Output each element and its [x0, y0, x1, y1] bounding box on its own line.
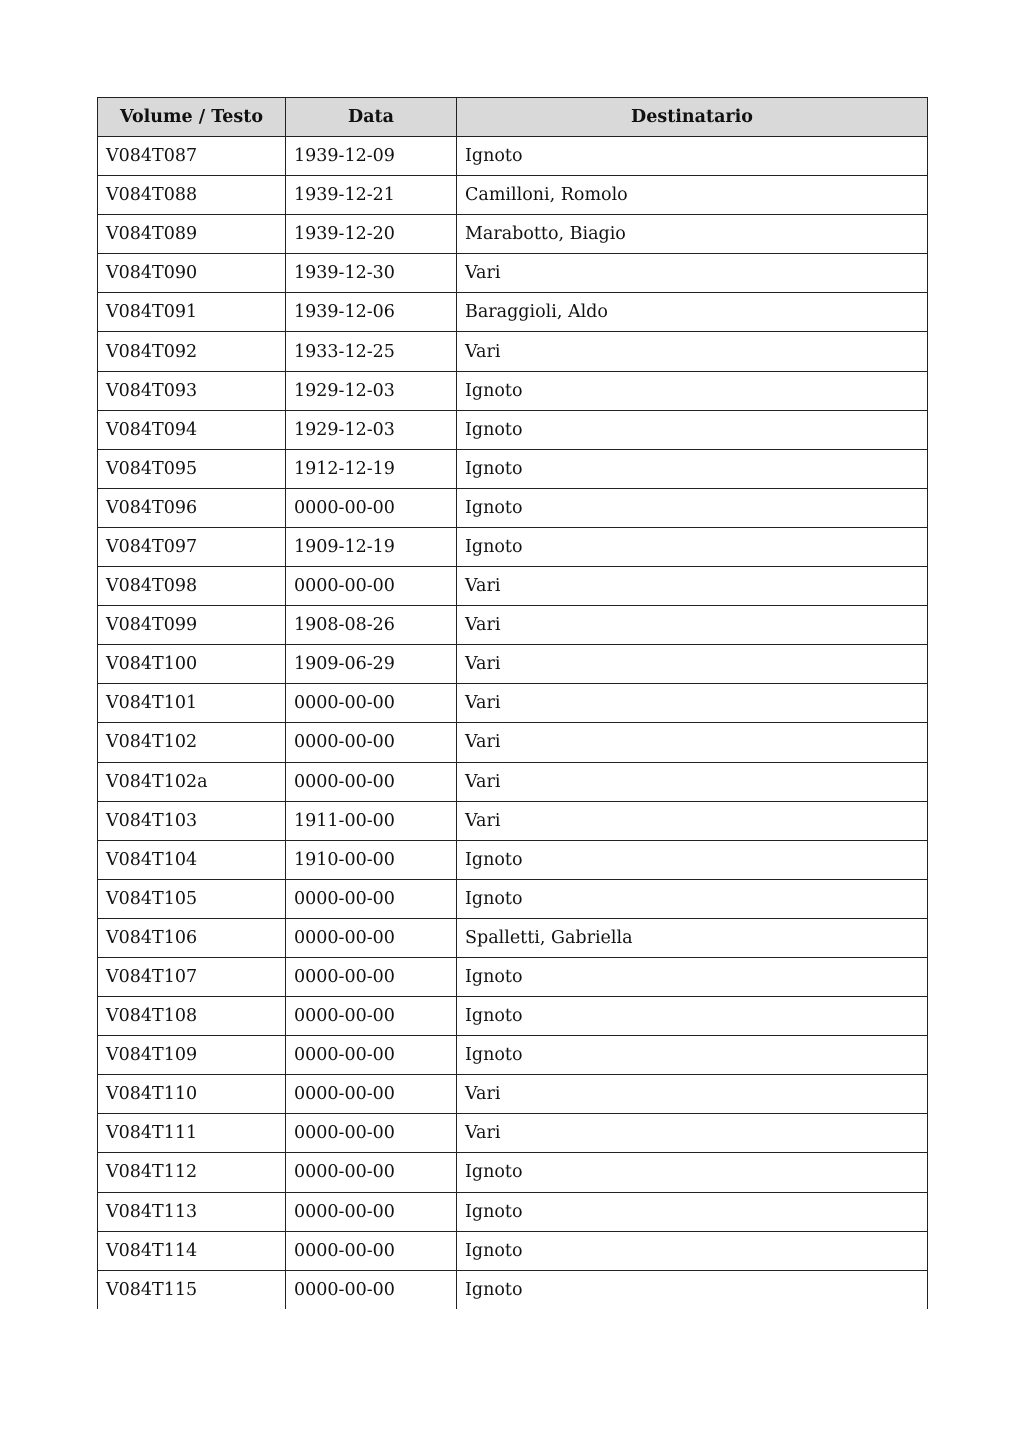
cell-volume: V084T098 — [98, 567, 286, 606]
cell-recipient: Ignoto — [457, 137, 928, 176]
cell-date: 1939-12-20 — [286, 215, 457, 254]
cell-recipient: Vari — [457, 762, 928, 801]
cell-volume: V084T094 — [98, 410, 286, 449]
cell-date: 0000-00-00 — [286, 1036, 457, 1075]
cell-recipient: Ignoto — [457, 1270, 928, 1309]
table-row — [98, 997, 928, 1036]
table-row — [98, 332, 928, 371]
cell-recipient: Vari — [457, 684, 928, 723]
cell-date: 1909-12-19 — [286, 527, 457, 566]
cell-volume: V084T110 — [98, 1075, 286, 1114]
table-row — [98, 1270, 928, 1309]
cell-volume: V084T090 — [98, 254, 286, 293]
cell-recipient: Ignoto — [457, 840, 928, 879]
cell-date: 0000-00-00 — [286, 1114, 457, 1153]
cell-volume: V084T105 — [98, 879, 286, 918]
cell-date: 0000-00-00 — [286, 997, 457, 1036]
cell-recipient: Baraggioli, Aldo — [457, 293, 928, 332]
table-row — [98, 176, 928, 215]
cell-date: 0000-00-00 — [286, 762, 457, 801]
table-row — [98, 449, 928, 488]
table-row — [98, 254, 928, 293]
cell-volume: V084T101 — [98, 684, 286, 723]
cell-volume: V084T087 — [98, 137, 286, 176]
header-recipient: Destinatario — [457, 98, 928, 137]
table-row — [98, 1114, 928, 1153]
cell-recipient: Camilloni, Romolo — [457, 176, 928, 215]
records-table — [97, 97, 928, 1309]
cell-volume: V084T112 — [98, 1153, 286, 1192]
cell-date: 0000-00-00 — [286, 1192, 457, 1231]
table-row — [98, 606, 928, 645]
cell-date: 1933-12-25 — [286, 332, 457, 371]
cell-recipient: Ignoto — [457, 1036, 928, 1075]
cell-recipient: Spalletti, Gabriella — [457, 918, 928, 957]
cell-date: 1929-12-03 — [286, 371, 457, 410]
table-row — [98, 137, 928, 176]
table-row — [98, 567, 928, 606]
cell-volume: V084T106 — [98, 918, 286, 957]
table-row — [98, 1231, 928, 1270]
cell-date: 0000-00-00 — [286, 1231, 457, 1270]
table-row — [98, 918, 928, 957]
cell-recipient: Marabotto, Biagio — [457, 215, 928, 254]
cell-recipient: Vari — [457, 1114, 928, 1153]
table-row — [98, 488, 928, 527]
cell-volume: V084T113 — [98, 1192, 286, 1231]
cell-date: 1939-12-09 — [286, 137, 457, 176]
header-row — [98, 98, 928, 137]
cell-date: 1939-12-21 — [286, 176, 457, 215]
cell-recipient: Ignoto — [457, 488, 928, 527]
table-row — [98, 1075, 928, 1114]
cell-recipient: Ignoto — [457, 449, 928, 488]
cell-recipient: Vari — [457, 645, 928, 684]
cell-volume: V084T099 — [98, 606, 286, 645]
cell-volume: V084T100 — [98, 645, 286, 684]
table-row — [98, 801, 928, 840]
cell-recipient: Vari — [457, 723, 928, 762]
cell-recipient: Vari — [457, 567, 928, 606]
cell-recipient: Vari — [457, 332, 928, 371]
cell-date: 0000-00-00 — [286, 567, 457, 606]
cell-date: 0000-00-00 — [286, 879, 457, 918]
cell-volume: V084T092 — [98, 332, 286, 371]
cell-date: 1910-00-00 — [286, 840, 457, 879]
table-row — [98, 879, 928, 918]
cell-recipient: Ignoto — [457, 410, 928, 449]
cell-recipient: Vari — [457, 254, 928, 293]
table-row — [98, 723, 928, 762]
cell-recipient: Vari — [457, 606, 928, 645]
table-row — [98, 1153, 928, 1192]
cell-date: 1939-12-30 — [286, 254, 457, 293]
cell-recipient: Ignoto — [457, 527, 928, 566]
cell-recipient: Vari — [457, 801, 928, 840]
cell-volume: V084T102 — [98, 723, 286, 762]
cell-volume: V084T115 — [98, 1270, 286, 1309]
cell-volume: V084T093 — [98, 371, 286, 410]
cell-date: 1912-12-19 — [286, 449, 457, 488]
table-row — [98, 410, 928, 449]
cell-recipient: Ignoto — [457, 997, 928, 1036]
cell-date: 1909-06-29 — [286, 645, 457, 684]
table-header — [98, 98, 928, 137]
cell-date: 0000-00-00 — [286, 957, 457, 996]
cell-volume: V084T114 — [98, 1231, 286, 1270]
table-row — [98, 957, 928, 996]
table-row — [98, 527, 928, 566]
cell-date: 0000-00-00 — [286, 1075, 457, 1114]
cell-volume: V084T088 — [98, 176, 286, 215]
table-row — [98, 762, 928, 801]
cell-recipient: Ignoto — [457, 1192, 928, 1231]
cell-recipient: Ignoto — [457, 879, 928, 918]
cell-date: 1908-08-26 — [286, 606, 457, 645]
cell-date: 0000-00-00 — [286, 1270, 457, 1309]
cell-volume: V084T103 — [98, 801, 286, 840]
cell-volume: V084T108 — [98, 997, 286, 1036]
cell-recipient: Ignoto — [457, 957, 928, 996]
table-body — [98, 137, 928, 1310]
table-row — [98, 684, 928, 723]
table-row — [98, 840, 928, 879]
cell-volume: V084T111 — [98, 1114, 286, 1153]
cell-recipient: Vari — [457, 1075, 928, 1114]
cell-volume: V084T107 — [98, 957, 286, 996]
table-row — [98, 215, 928, 254]
cell-volume: V084T102a — [98, 762, 286, 801]
cell-date: 0000-00-00 — [286, 1153, 457, 1192]
cell-date: 1939-12-06 — [286, 293, 457, 332]
cell-date: 0000-00-00 — [286, 684, 457, 723]
cell-volume: V084T096 — [98, 488, 286, 527]
cell-volume: V084T091 — [98, 293, 286, 332]
cell-date: 0000-00-00 — [286, 723, 457, 762]
cell-volume: V084T095 — [98, 449, 286, 488]
cell-volume: V084T089 — [98, 215, 286, 254]
cell-volume: V084T104 — [98, 840, 286, 879]
cell-recipient: Ignoto — [457, 371, 928, 410]
header-volume: Volume / Testo — [98, 98, 286, 137]
cell-date: 0000-00-00 — [286, 488, 457, 527]
table-row — [98, 293, 928, 332]
cell-volume: V084T109 — [98, 1036, 286, 1075]
cell-recipient: Ignoto — [457, 1231, 928, 1270]
cell-date: 1911-00-00 — [286, 801, 457, 840]
cell-date: 1929-12-03 — [286, 410, 457, 449]
cell-date: 0000-00-00 — [286, 918, 457, 957]
header-date: Data — [286, 98, 457, 137]
cell-recipient: Ignoto — [457, 1153, 928, 1192]
table-row — [98, 1192, 928, 1231]
table-row — [98, 1036, 928, 1075]
table-row — [98, 371, 928, 410]
table-row — [98, 645, 928, 684]
cell-volume: V084T097 — [98, 527, 286, 566]
